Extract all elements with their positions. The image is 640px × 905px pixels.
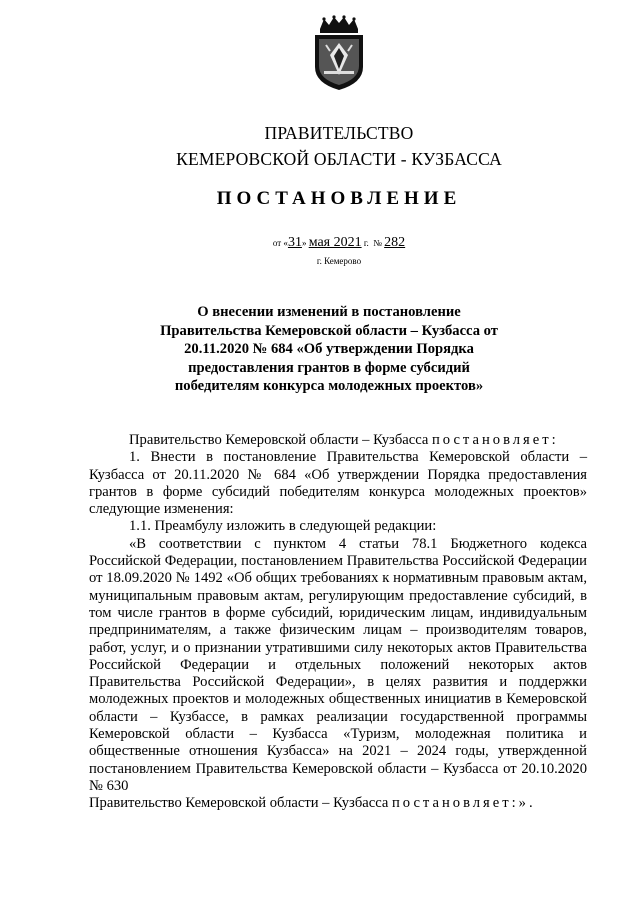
title-line: победителям конкурса молодежных проектов» — [174, 378, 484, 395]
spaced-verb: постановляет: — [431, 432, 559, 448]
document-body — [89, 432, 587, 813]
date-day: 31 — [287, 235, 302, 250]
title-line: предоставления грантов в форме субсидий — [188, 359, 470, 376]
spaced-verb: постановляет:». — [391, 795, 536, 812]
date-close-quote: » — [301, 238, 307, 248]
city-label: г. Кемерово — [316, 256, 362, 266]
paragraph-text: Правительство Кемеровской области – Кузбасса — [89, 795, 392, 812]
number-label: № — [373, 238, 382, 248]
paragraph-item-1: 1. Внести в постановление Правительства Кемеровской области – Кузбасса от 20.11.2020 № 684 «Об утверждении Порядка предоставления грантов в форме субсидий победителям конкурса молодежных проектов» следующие изменения: — [89, 449, 587, 518]
date-number-line — [0, 235, 640, 251]
government-name-line-1: ПРАВИТЕЛЬСТВО — [264, 123, 414, 143]
paragraph-preamble: «В соответствии с пунктом 4 статьи 78.1 Бюджетного кодекса Российской Федерации, постановлением Правительства Российской Федерации от 18.09.2020 № 1492 «Об общих требованиях к нормативным правовым актам, муниципальным правовым актам, регулирующим предоставление субсидий, в том числе грантов в форме субсидий, юридическим лицам, индивидуальным предпринимателям, а также физическим лицам – производителям товаров, работ, услуг, и о признании утратившими силу некоторых актов Правительства Российской Федерации и отдельных положений некоторых актов Правительства Российской Федерации», в целях развития и поддержки молодежных проектов и молодежных общественных инициатив в Кемеровской области – Кузбассе, в рамках реализации государственной программы Кемеровской области – Кузбасса «Туризм, молодежная политика и общественные отношения Кузбасса» на 2021 – 2024 годы, утвержденной постановлением Правительства Кемеровской области – Кузбасса от 20.10.2020 № 630 — [89, 535, 587, 794]
paragraph-preamble-end — [89, 795, 587, 812]
date-month-year: мая 2021 — [308, 235, 362, 250]
title-line: О внесении изменений в постановление — [197, 304, 461, 320]
paragraph-item-1-1: 1.1. Преамбулу изложить в следующей редакции: — [129, 518, 437, 535]
paragraph-text: Правительство Кемеровской области – Кузбасса — [129, 432, 432, 448]
date-year-suffix: г. — [363, 238, 369, 248]
document-number: 282 — [384, 235, 406, 250]
document-title — [140, 303, 518, 396]
title-line: 20.11.2020 № 684 «Об утверждении Порядка — [184, 341, 474, 358]
coat-of-arms-emblem — [312, 15, 366, 91]
title-line: Правительства Кемеровской области – Кузбасса от — [160, 322, 498, 339]
date-from-label: от « — [272, 238, 288, 248]
government-name-line-2: КЕМЕРОВСКОЙ ОБЛАСТИ - КУЗБАССА — [176, 149, 502, 169]
document-type-heading: ПОСТАНОВЛЕНИЕ — [216, 188, 462, 209]
paragraph-resolution-intro — [89, 432, 587, 449]
